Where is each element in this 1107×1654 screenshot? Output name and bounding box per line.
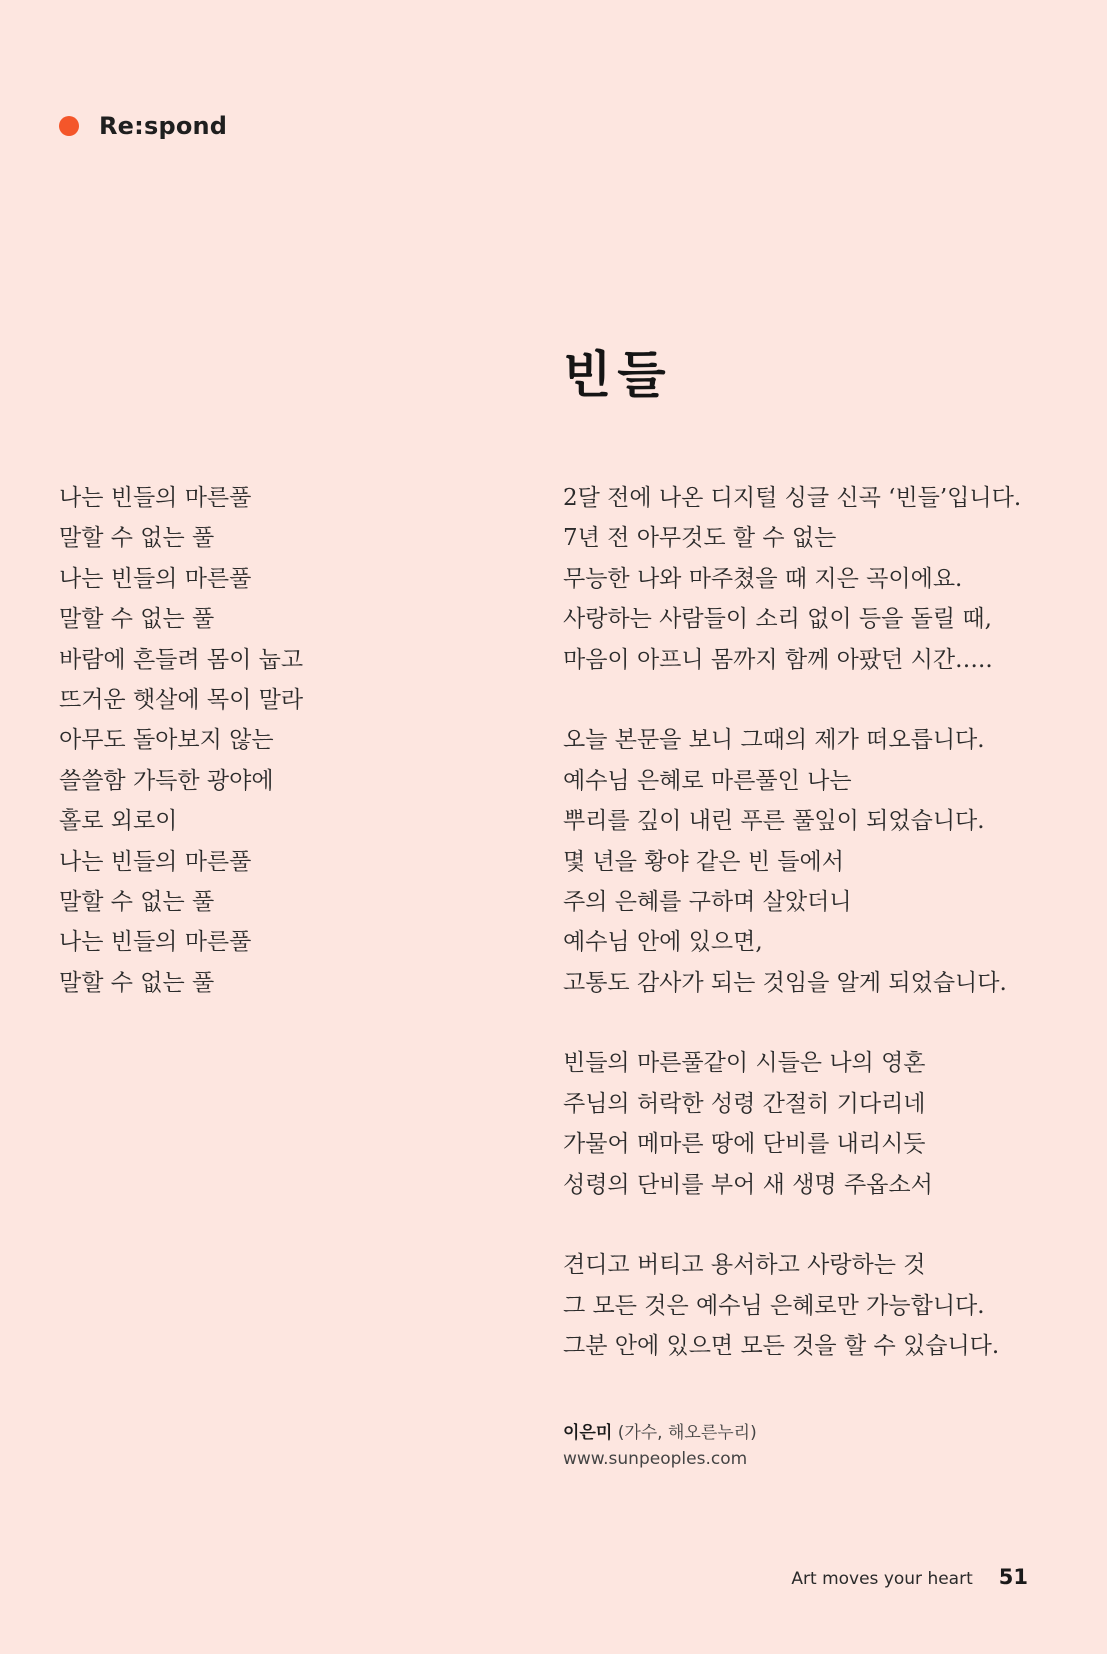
essay-line: 몇 년을 황야 같은 빈 들에서 xyxy=(563,848,844,875)
essay-line: 예수님 안에 있으면, xyxy=(563,929,763,956)
essay-line: 무능한 나와 마주쳤을 때 지은 곡이에요. xyxy=(563,565,963,592)
lyric-line: 말할 수 없는 풀 xyxy=(59,969,215,996)
essay-line: 그분 안에 있으면 모든 것을 할 수 있습니다. xyxy=(563,1333,1000,1360)
essay-line: 주님의 허락한 성령 간절히 기다리네 xyxy=(563,1090,926,1117)
lyric-line: 홀로 외로이 xyxy=(59,808,178,835)
page-footer xyxy=(791,1565,1028,1589)
essay-line: 그 모든 것은 예수님 은혜로만 가능합니다. xyxy=(563,1292,985,1319)
section-label: Re:spond xyxy=(99,112,228,140)
lyric-line: 나는 빈들의 마른풀 xyxy=(59,485,252,511)
author-name: 이은미 xyxy=(563,1423,613,1443)
essay-line: 가물어 메마른 땅에 단비를 내리시듯 xyxy=(563,1131,926,1158)
essay-line: 7년 전 아무것도 할 수 없는 xyxy=(563,525,837,552)
lyric-line: 뜨거운 햇살에 목이 말라 xyxy=(59,686,304,713)
essay-line: 마음이 아프니 몸까지 함께 아팠던 시간….. xyxy=(563,646,993,673)
essay-line: 견디고 버티고 용서하고 사랑하는 것 xyxy=(563,1252,926,1279)
author-role: (가수, 해오른누리) xyxy=(617,1423,757,1443)
essay-line: 성령의 단비를 부어 새 생명 주옵소서 xyxy=(563,1171,933,1198)
author-credit xyxy=(563,1418,757,1469)
section-header xyxy=(59,112,227,140)
essay-column xyxy=(563,478,1083,1407)
essay-paragraph xyxy=(563,1245,1083,1366)
lyric-line: 쓸쓸함 가득한 광야에 xyxy=(59,767,274,794)
essay-paragraph xyxy=(563,478,1083,680)
lyrics-column xyxy=(59,478,479,1003)
essay-line: 주의 은혜를 구하며 살았더니 xyxy=(563,888,852,915)
author-website-link[interactable]: www.sunpeoples.com xyxy=(563,1449,748,1469)
essay-line: 빈들의 마른풀같이 시들은 나의 영혼 xyxy=(563,1050,926,1077)
essay-paragraph xyxy=(563,720,1083,1003)
essay-paragraph xyxy=(563,1043,1083,1205)
page-number: 51 xyxy=(998,1565,1028,1589)
lyric-line: 말할 수 없는 풀 xyxy=(59,525,215,552)
essay-line: 오늘 본문을 보니 그때의 제가 떠오릅니다. xyxy=(563,727,985,754)
essay-line: 예수님 은혜로 마른풀인 나는 xyxy=(563,767,852,794)
essay-line: 뿌리를 깊이 내린 푸른 풀잎이 되었습니다. xyxy=(563,808,985,835)
essay-line: 사랑하는 사람들이 소리 없이 등을 돌릴 때, xyxy=(563,606,992,633)
lyric-line: 말할 수 없는 풀 xyxy=(59,606,215,633)
lyric-line: 나는 빈들의 마른풀 xyxy=(59,848,252,875)
essay-line: 2달 전에 나온 디지털 싱글 신곡 ‘빈들’입니다. xyxy=(563,485,1022,511)
essay-line: 고통도 감사가 되는 것임을 알게 되었습니다. xyxy=(563,969,1007,996)
lyric-line: 말할 수 없는 풀 xyxy=(59,888,215,915)
footer-tagline: Art moves your heart xyxy=(791,1569,973,1589)
lyric-line: 나는 빈들의 마른풀 xyxy=(59,565,252,592)
lyric-line: 나는 빈들의 마른풀 xyxy=(59,929,252,956)
section-dot-icon xyxy=(59,116,79,136)
lyric-line: 아무도 돌아보지 않는 xyxy=(59,727,274,754)
lyric-line: 바람에 흔들려 몸이 눕고 xyxy=(59,646,304,673)
poem-title: 빈들 xyxy=(563,346,672,404)
author-line xyxy=(563,1418,757,1443)
